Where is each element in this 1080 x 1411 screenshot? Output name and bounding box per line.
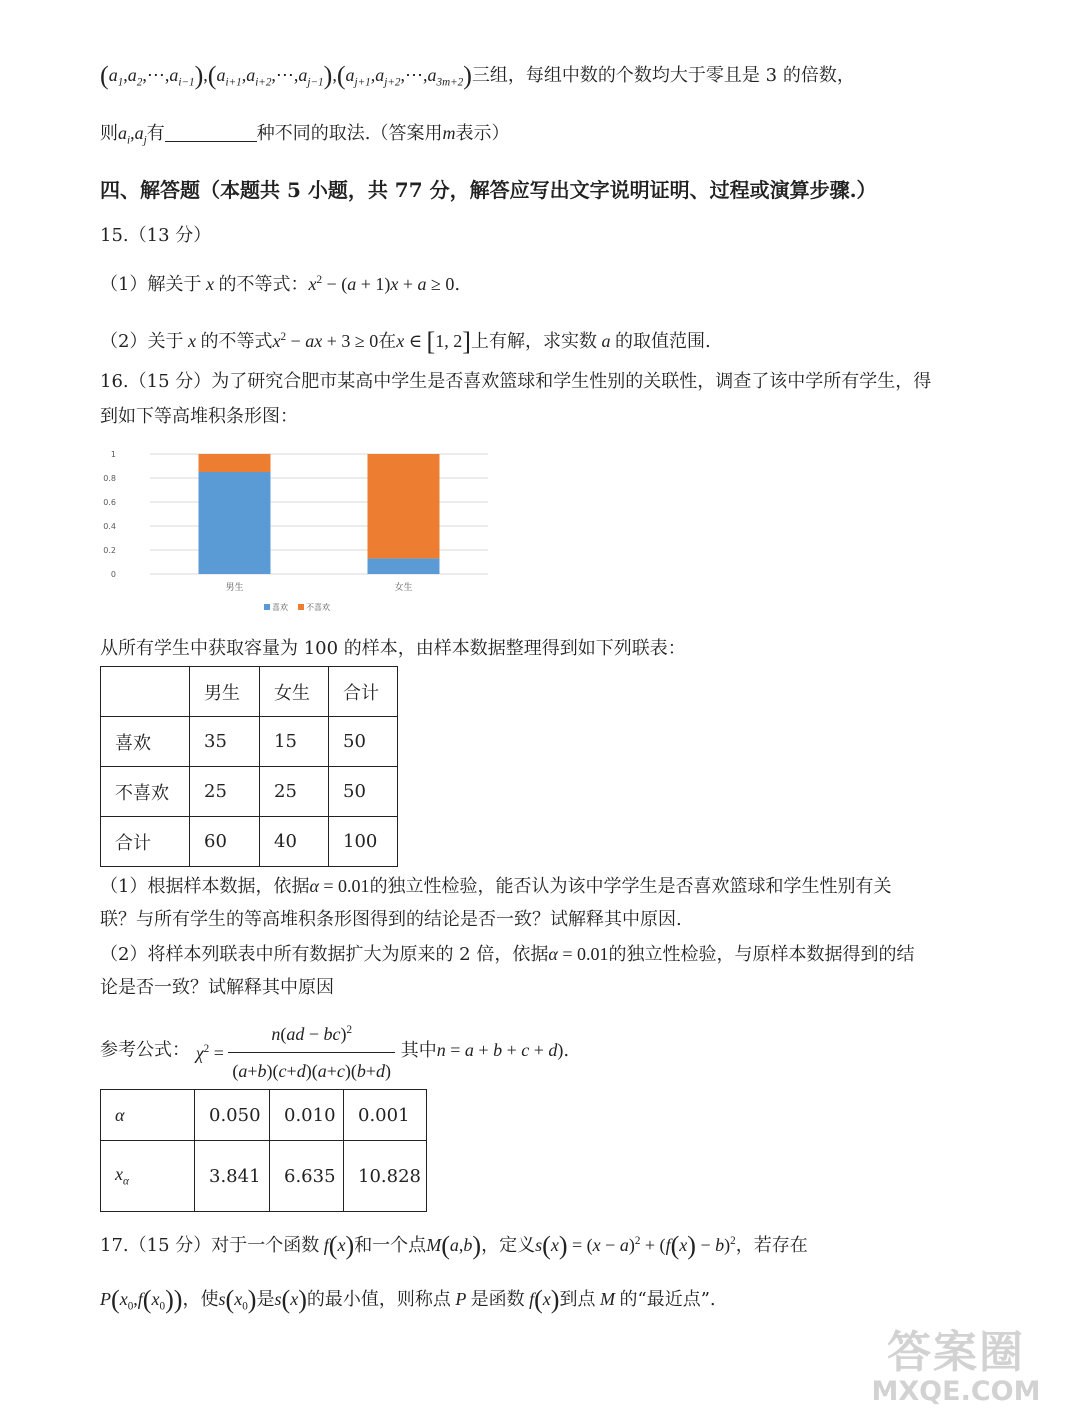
table-row: α 0.050 0.010 0.001 xyxy=(101,1090,427,1141)
table-row: 男生 女生 合计 xyxy=(101,667,398,717)
y-tick-label: 0.8 xyxy=(103,474,116,483)
bar-segment xyxy=(368,454,440,558)
q15-header: 15.（13 分） xyxy=(100,225,212,246)
q15-part1: （1）解关于 x 的不等式：$x^2 - (a + 1)x + a \ge 0$. xyxy=(100,274,461,295)
y-tick-label: 0 xyxy=(110,570,116,579)
bar-segment xyxy=(199,454,271,472)
q16-part1: （1）根据样本数据，依据α = 0.01的独立性检验，能否认为该中学学生是否喜欢篮球和学生性别有关 xyxy=(100,876,892,897)
x-tick-label: 男生 xyxy=(225,583,244,593)
groups-formula: $(a_1,a_2,\cdots,a_{i-1}),(a_{i+1},a_{i+2},\cdots,a_{j-1}),(a_{j+1},a_{j+2},\cdots,a_{3m+2})$ xyxy=(100,61,472,91)
groups-line xyxy=(100,63,855,95)
inequality-1: $x^2 - (a + 1)x + a \ge 0$ xyxy=(308,274,455,294)
legend-label: 喜欢 xyxy=(272,603,288,612)
sample-text: 从所有学生中获取容量为 100 的样本，由样本数据整理得到如下列联表： xyxy=(100,638,686,659)
q17-line2: $P(x_0,f(x_0))$，使$s(x_0)$是s(x)的最小值，则称点 P 是函数 f(x)到点 M 的“最近点”. xyxy=(100,1285,716,1315)
legend-swatch xyxy=(264,604,270,610)
table-row: 不喜欢 25 25 50 xyxy=(101,767,398,817)
x-tick-label: 女生 xyxy=(394,583,413,593)
q16-part1-line2: 联？与所有学生的等高堆积条形图得到的结论是否一致？试解释其中原因. xyxy=(100,909,682,930)
contingency-table xyxy=(100,666,398,867)
y-tick-label: 0.6 xyxy=(103,498,116,507)
answer-blank[interactable] xyxy=(165,123,257,142)
table-row: 喜欢 35 15 50 xyxy=(101,717,398,767)
groups-text: 三组，每组中数的个数均大于零且是 3 的倍数， xyxy=(471,65,855,86)
legend-label: 不喜欢 xyxy=(306,603,330,612)
q16-part2: （2）将样本列联表中所有数据扩大为原来的 2 倍，依据α = 0.01的独立性检验，与原样本数据得到的结 xyxy=(100,944,915,965)
y-tick-label: 1 xyxy=(110,450,116,459)
y-tick-label: 0.4 xyxy=(103,522,116,531)
q16-line1: 16.（15 分）为了研究合肥市某高中学生是否喜欢篮球和学生性别的关联性，调查了该中学所有学生，得 xyxy=(100,371,932,392)
stacked-bar-chart xyxy=(100,440,500,620)
q16-line2: 到如下等高堆积条形图： xyxy=(100,406,298,427)
reference-formula: 参考公式： $\chi^2$ = $\frac{n(ad - bc)^2}{(a+b)(c+d)(a+c)(b+d)}$ 其中n = a + b + c + d). xyxy=(100,1015,569,1086)
q15-part2: （2）关于 x 的不等式$x^2$ − ax + 3 ≥ 0在x ∈ [1, 2]上有解，求实数 a 的取值范围. xyxy=(100,327,711,357)
table-row: $x_\alpha$ 3.841 6.635 10.828 xyxy=(101,1141,427,1212)
watermark-logo: 答案圈 MXQE.COM xyxy=(871,1327,1041,1407)
inequality-2: $x^2$ − ax + 3 ≥ 0 xyxy=(272,331,379,351)
q16-part2-line2: 论是否一致？试解释其中原因 xyxy=(100,977,334,998)
bar-segment xyxy=(199,472,271,574)
answer-line: 则$a_i,a_j$有 种不同的取法.（答案用m表示） xyxy=(100,123,510,147)
legend-swatch xyxy=(298,604,304,610)
q17-line1: 17.（15 分）对于一个函数 f(x)和一个点M(a,b)，定义$s(x) = (x - a)^2 + (f(x) - b)^2$，若存在 xyxy=(100,1231,808,1261)
bar-segment xyxy=(368,558,440,574)
chi-square-fraction: $\frac{n(ad - bc)^2}{(a+b)(c+d)(a+c)(b+d)}$ xyxy=(228,1015,395,1086)
distance-formula: $s(x) = (x - a)^2 + (f(x) - b)^2$ xyxy=(535,1231,736,1261)
table-row: 合计 60 40 100 xyxy=(101,817,398,867)
y-tick-label: 0.2 xyxy=(103,546,116,555)
critical-value-table xyxy=(100,1089,427,1212)
section-heading: 四、解答题（本题共 5 小题，共 77 分，解答应写出文字说明证明、过程或演算步骤.） xyxy=(100,178,877,202)
